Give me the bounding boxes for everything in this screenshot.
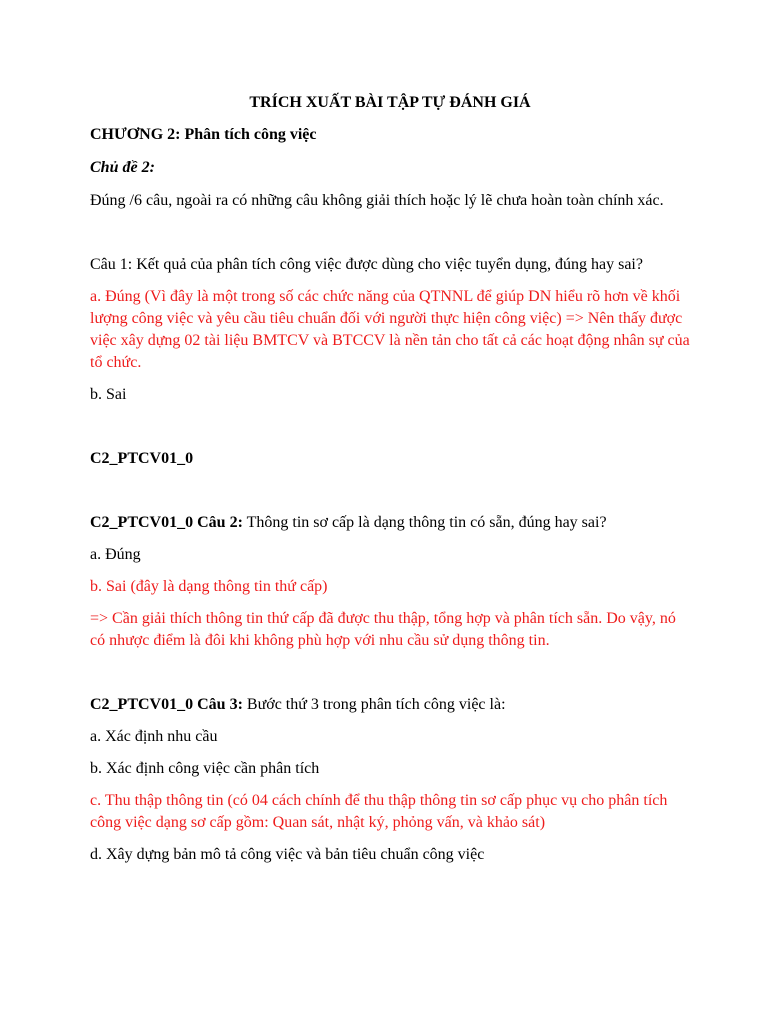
question-2 [90, 512, 690, 534]
topic-heading: Chủ đề 2: [90, 159, 155, 176]
question-1: Câu 1: Kết quả của phân tích công việc được dùng cho việc tuyển dụng, đúng hay sai? [90, 256, 643, 273]
question-2-explanation: => Cần giải thích thông tin thứ cấp đã được thu thập, tổng hợp và phân tích sẵn. Do vậy, nó có nhược điểm là đôi khi không phù hợp với nhu cầu sử dụng thông tin. [90, 610, 676, 649]
question-2-prefix: C2_PTCV01_0 Câu 2: [90, 514, 243, 531]
document-page [90, 92, 690, 866]
question-3-answer-c: c. Thu thập thông tin (có 04 cách chính để thu thập thông tin sơ cấp phục vụ cho phân tích công việc dạng sơ cấp gồm: Quan sát, nhật ký, phỏng vấn, và khảo sát) [90, 792, 668, 831]
question-2-answer-b: b. Sai (đây là dạng thông tin thứ cấp) [90, 578, 328, 595]
question-1-answer-b: b. Sai [90, 386, 127, 403]
question-2-answer-a: a. Đúng [90, 546, 141, 563]
question-3-answer-a: a. Xác định nhu cầu [90, 728, 218, 745]
question-3-answer-d: d. Xây dựng bản mô tả công việc và bản tiêu chuẩn công việc [90, 846, 485, 863]
question-1-answer-a: a. Đúng (Vì đây là một trong số các chức năng của QTNNL để giúp DN hiểu rõ hơn về khối lượng công việc và yêu cầu tiêu chuẩn đối với người thực hiện công việc) => Nên thấy được việc xây dựng 02 tài liệu BMTCV và BTCCV là nền tản cho tất cả các hoạt động nhân sự của tổ chức. [90, 288, 690, 371]
question-3-text: Bước thứ 3 trong phân tích công việc là: [242, 696, 506, 713]
intro-text: Đúng /6 câu, ngoài ra có những câu không giải thích hoặc lý lẽ chưa hoàn toàn chính xác. [90, 192, 664, 209]
question-3 [90, 694, 690, 716]
chapter-heading: CHƯƠNG 2: Phân tích công việc [90, 126, 317, 143]
question-3-prefix: C2_PTCV01_0 Câu 3: [90, 696, 243, 713]
document-title: TRÍCH XUẤT BÀI TẬP TỰ ĐÁNH GIÁ [249, 94, 531, 111]
question-3-answer-b: b. Xác định công việc cần phân tích [90, 760, 320, 777]
code-label: C2_PTCV01_0 [90, 450, 194, 467]
question-2-text: Thông tin sơ cấp là dạng thông tin có sẵn, đúng hay sai? [242, 514, 607, 531]
